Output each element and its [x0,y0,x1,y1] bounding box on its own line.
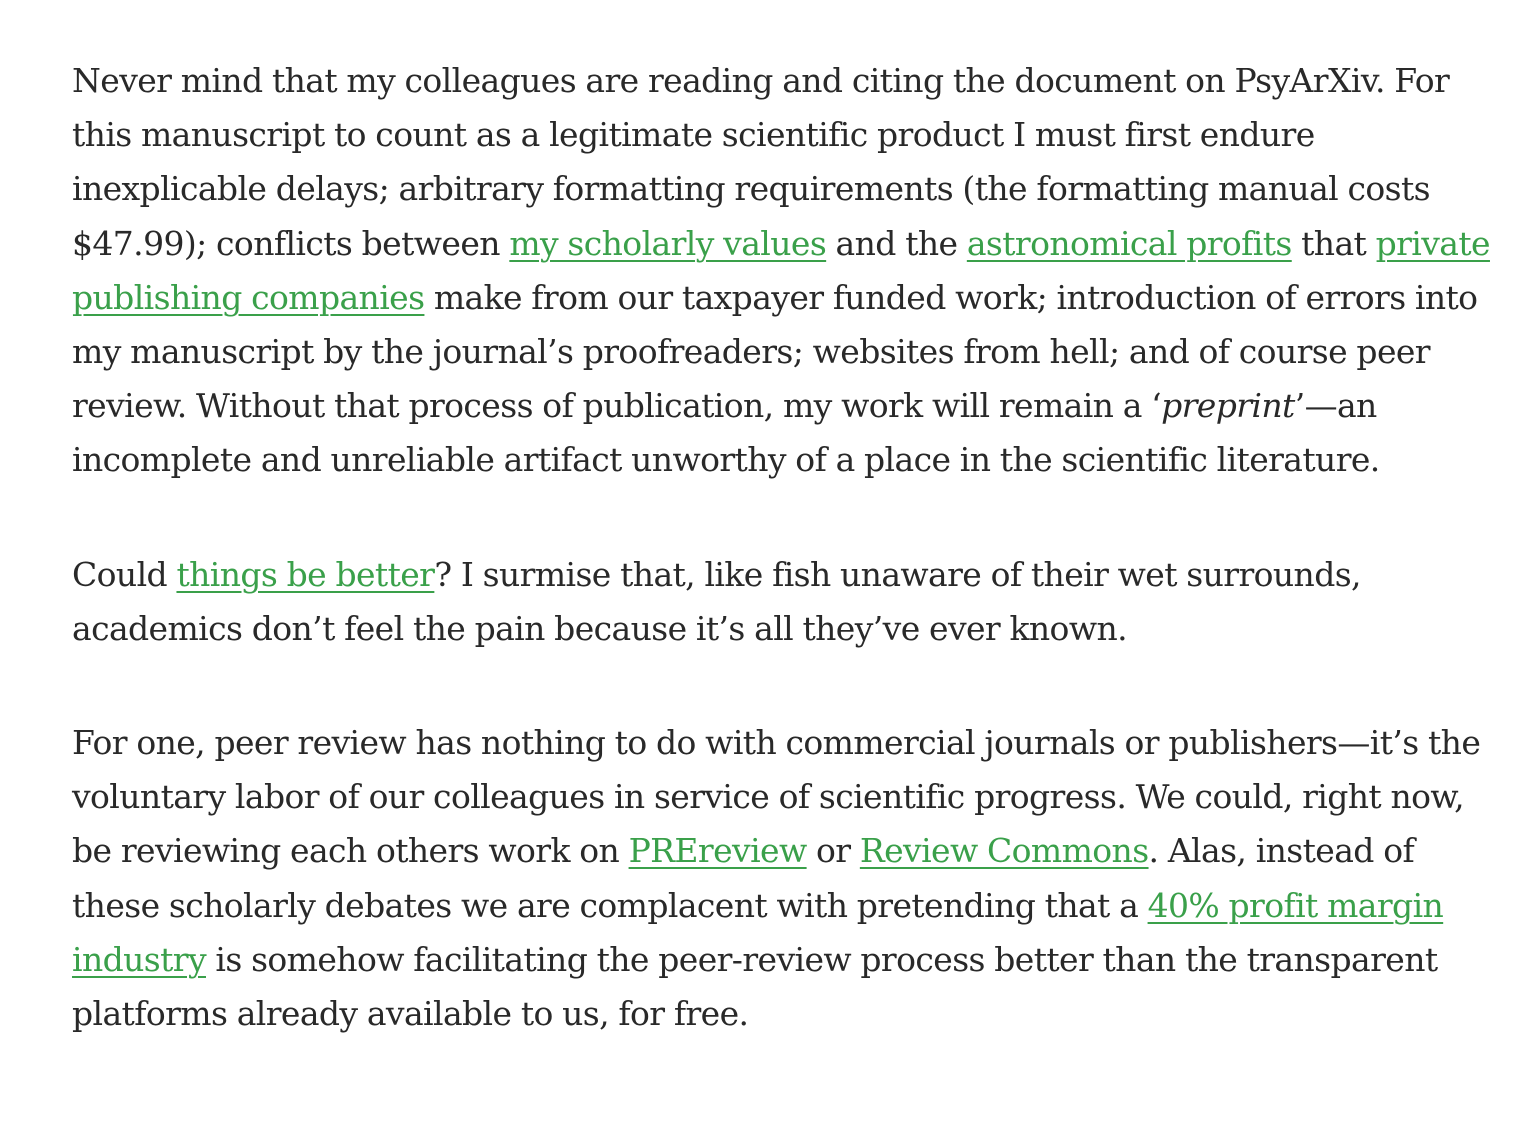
text-segment: ? I surmise that, like fish unaware of their wet surrounds, academics don’t feel the pain because it’s all they’ve ever known. [72,554,1361,648]
text-segment: is somehow facilitating the peer-review process better than the transparent platforms already available to us, for free. [72,939,1438,1034]
text-segment: and the [826,223,967,263]
text-segment: . Alas, instead of these scholarly debates we are complacent with pretending that a [72,831,1415,925]
text-segment: For one, peer review has nothing to do with commercial journals or publishers—it’s the voluntary labor of our colleagues in service of scientific progress. We could, right now, be reviewing each others work on [72,723,1481,871]
link-40-profit-margin-industry[interactable]: 40% profit margin industry [72,885,1444,979]
link-my-scholarly-values[interactable]: my scholarly values [509,223,827,263]
text-segment: that [1291,223,1376,263]
link-things-be-better[interactable]: things be better [176,554,435,594]
text-segment: ’—an incomplete and unreliable artifact unworthy of a place in the scientific literature. [72,386,1380,480]
emphasis-preprint: preprint [1161,386,1295,426]
paragraph-3 [72,716,1492,1041]
article-body [72,54,1492,1101]
link-review-commons[interactable]: Review Commons [859,831,1149,871]
link-private-publishing-companies[interactable]: private publishing companies [72,223,1490,317]
text-segment: make from our taxpayer funded work; introduction of errors into my manuscript by the journal’s proofreaders; websites from hell; and of course peer review. Without that process of publication, my work will remain a ‘ [72,277,1478,426]
paragraph-2 [72,548,1492,656]
link-astronomical-profits[interactable]: astronomical profits [966,223,1292,263]
link-prereview[interactable]: PREreview [628,831,807,871]
text-segment: Could [72,554,177,594]
paragraph-1 [72,54,1492,488]
text-segment: or [806,831,860,871]
text-segment: Never mind that my colleagues are reading and citing the document on PsyArXiv. For this manuscript to count as a legitimate scientific product I must first endure inexplicable delays; arbitrary formatting requirements (the formatting manual costs $47.99); conflicts between [72,61,1450,263]
